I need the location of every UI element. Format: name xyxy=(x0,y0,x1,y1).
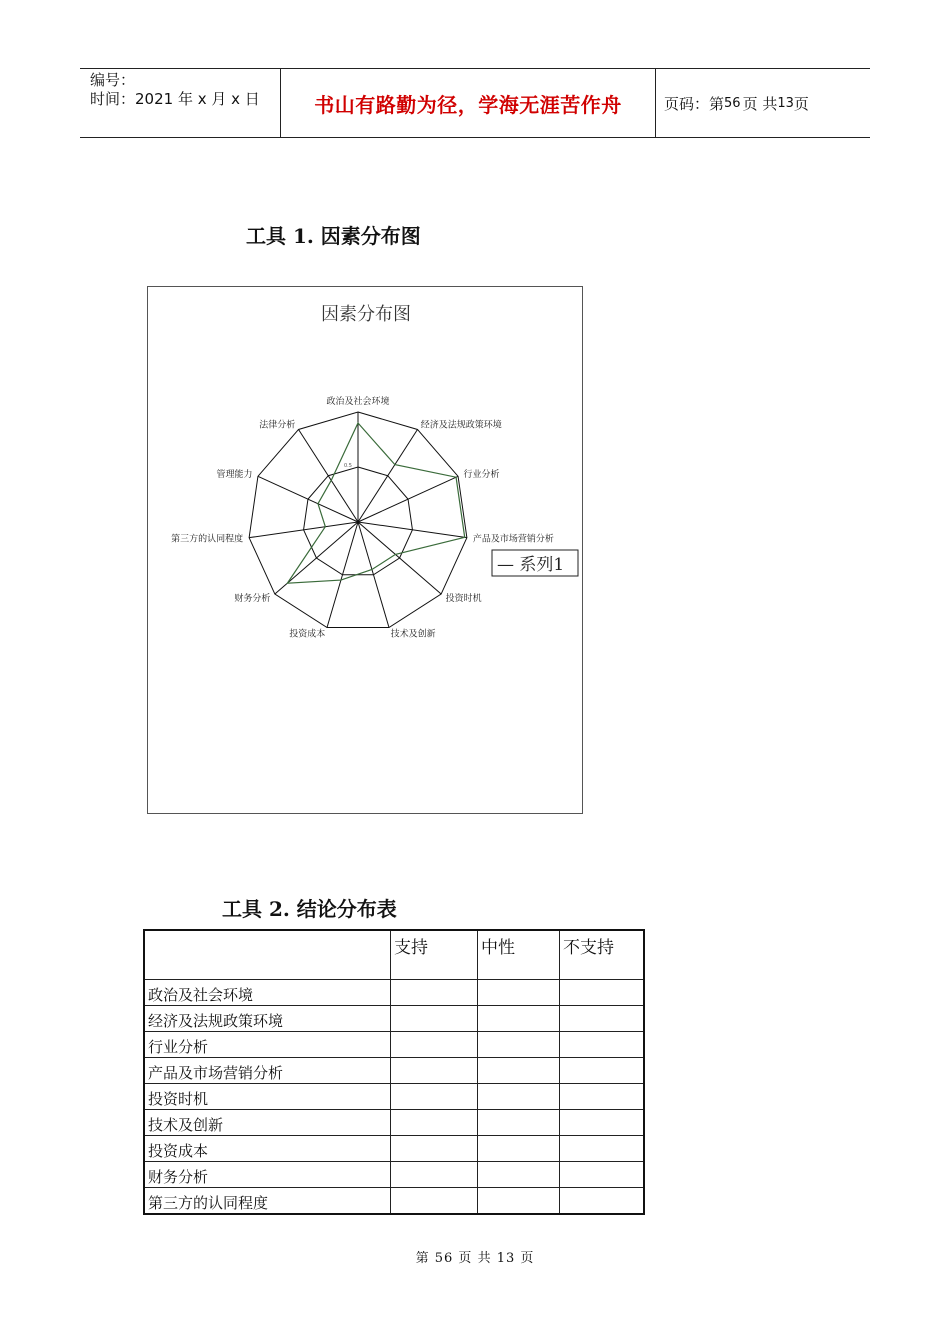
header-page-info xyxy=(654,69,870,137)
category-label: 第三方的认同程度 xyxy=(171,534,244,545)
table-cell[interactable] xyxy=(391,1188,478,1215)
table-row xyxy=(144,1006,644,1032)
motto: 书山有路勤为径，学海无涯苦作舟 xyxy=(314,92,622,117)
table-cell[interactable] xyxy=(478,1162,560,1188)
table-header-row xyxy=(144,930,644,980)
tool1-title: 工具 1. 因素分布图 xyxy=(246,224,421,248)
table-cell[interactable] xyxy=(391,1136,478,1162)
page-number: 56 xyxy=(724,95,741,111)
table-row xyxy=(144,1032,644,1058)
table-row xyxy=(144,1136,644,1162)
table-cell[interactable] xyxy=(560,1058,645,1084)
row-label: 技术及创新 xyxy=(144,1110,391,1136)
chart-title: 因素分布图 xyxy=(321,304,411,325)
table-cell[interactable] xyxy=(478,1084,560,1110)
table-row xyxy=(144,1162,644,1188)
radar-svg xyxy=(148,287,584,815)
table-cell[interactable] xyxy=(560,1032,645,1058)
table-cell[interactable] xyxy=(478,1032,560,1058)
series-line xyxy=(287,423,464,583)
page-header xyxy=(80,68,870,138)
legend-label: — 系列1 xyxy=(497,555,565,575)
table-row xyxy=(144,1084,644,1110)
table-cell[interactable] xyxy=(560,1084,645,1110)
header-motto-cell xyxy=(280,69,656,137)
page-end: 页 xyxy=(793,94,809,113)
table-cell[interactable] xyxy=(391,1058,478,1084)
header-neutral: 中性 xyxy=(478,930,560,980)
table-cell[interactable] xyxy=(391,980,478,1006)
table-cell[interactable] xyxy=(560,1110,645,1136)
page-footer: 第 56 页 共 13 页 xyxy=(415,1251,535,1266)
row-label: 第三方的认同程度 xyxy=(144,1188,391,1215)
number-label: 编号： xyxy=(90,71,136,89)
table-row xyxy=(144,1110,644,1136)
tool2-title: 工具 2. 结论分布表 xyxy=(222,897,397,921)
row-label: 投资成本 xyxy=(144,1136,391,1162)
category-label: 投资时机 xyxy=(445,593,482,604)
table-cell[interactable] xyxy=(560,1006,645,1032)
table-cell[interactable] xyxy=(560,1162,645,1188)
table-cell[interactable] xyxy=(478,1058,560,1084)
row-label: 经济及法规政策环境 xyxy=(144,1006,391,1032)
table-cell[interactable] xyxy=(560,980,645,1006)
tick-label: 0.5 xyxy=(344,463,352,469)
page-label: 页码：第 xyxy=(664,94,725,113)
table-cell[interactable] xyxy=(478,1110,560,1136)
header-info xyxy=(80,69,280,137)
table-cell[interactable] xyxy=(391,1162,478,1188)
category-label: 法律分析 xyxy=(259,420,296,431)
category-label: 政治及社会环境 xyxy=(326,397,390,407)
category-label: 经济及法规政策环境 xyxy=(420,420,502,431)
category-label: 财务分析 xyxy=(234,593,271,604)
header-cell-empty xyxy=(144,930,391,980)
table-cell[interactable] xyxy=(560,1136,645,1162)
row-label: 产品及市场营销分析 xyxy=(144,1058,391,1084)
header-support: 支持 xyxy=(391,930,478,980)
category-label: 技术及创新 xyxy=(390,629,436,640)
grid-spoke xyxy=(358,522,441,594)
page-mid: 页 共 xyxy=(742,94,778,113)
table-row xyxy=(144,1188,644,1215)
grid-spoke xyxy=(358,522,467,538)
row-label: 行业分析 xyxy=(144,1032,391,1058)
category-label: 投资成本 xyxy=(289,629,326,640)
row-label: 政治及社会环境 xyxy=(144,980,391,1006)
table-cell[interactable] xyxy=(391,1084,478,1110)
category-label: 行业分析 xyxy=(463,469,500,480)
table-row xyxy=(144,1058,644,1084)
category-label: 产品及市场营销分析 xyxy=(472,534,554,545)
table-cell[interactable] xyxy=(478,1188,560,1215)
radar-chart xyxy=(147,286,583,814)
row-label: 财务分析 xyxy=(144,1162,391,1188)
table-cell[interactable] xyxy=(560,1188,645,1215)
table-cell[interactable] xyxy=(391,1032,478,1058)
table-row xyxy=(144,980,644,1006)
header-not-support: 不支持 xyxy=(560,930,645,980)
table-cell[interactable] xyxy=(391,1110,478,1136)
row-label: 投资时机 xyxy=(144,1084,391,1110)
table-cell[interactable] xyxy=(478,980,560,1006)
conclusion-table xyxy=(143,929,645,1215)
table-cell[interactable] xyxy=(478,1136,560,1162)
time-label: 时间：2021 年 x 月 x 日 xyxy=(90,90,260,108)
category-label: 管理能力 xyxy=(216,469,253,480)
page-total: 13 xyxy=(777,95,794,111)
table-cell[interactable] xyxy=(391,1006,478,1032)
table-cell[interactable] xyxy=(478,1006,560,1032)
grid-spoke xyxy=(249,522,358,538)
